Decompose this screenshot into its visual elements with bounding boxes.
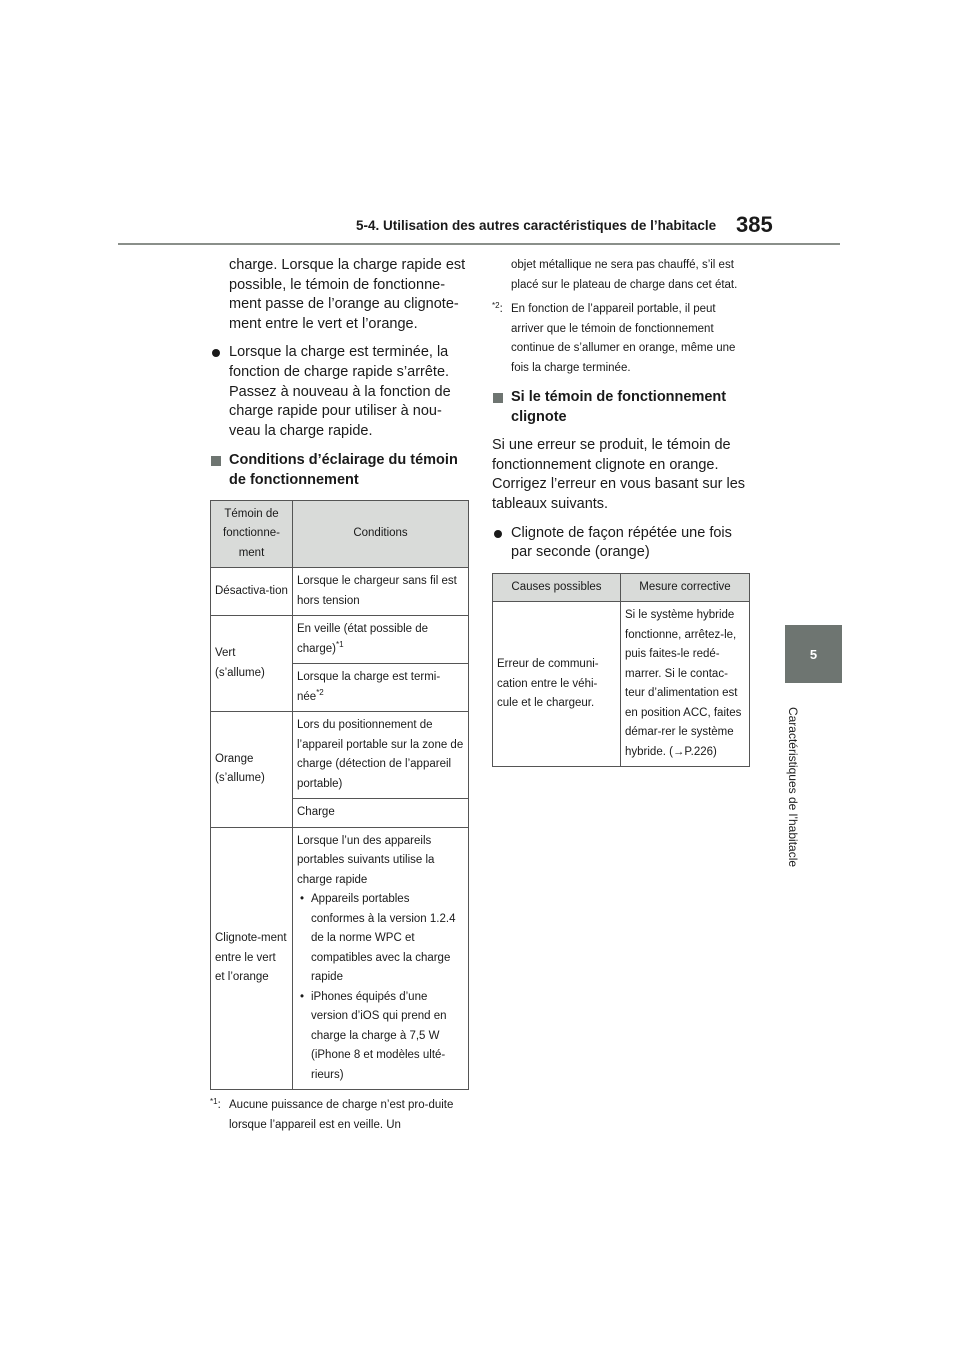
page-number: 385 — [736, 212, 773, 237]
header-divider — [118, 243, 840, 245]
footnote-ref: *2 — [316, 687, 324, 697]
table-cell: Lors du positionnement de l’appareil portable sur la zone de charge (détection de l’appareil portable) — [293, 712, 469, 799]
footnote-mark: $^{*2}$: — [492, 301, 503, 315]
table-cell: Clignote-ment entre le vert et l’orange — [211, 827, 293, 1090]
cell-text: En veille (état possible de charge) — [297, 623, 429, 655]
table-header-row — [211, 500, 469, 568]
section-header-title: 5-4. Utilisation des autres caractéristiques de l’habitacle — [356, 218, 717, 233]
footnote-text: En fonction de l’appareil portable, il peut arriver que le témoin de fonctionnement continue de s’allumer en orange, même une fois la charge terminée. — [511, 303, 736, 374]
table-header: Témoin de fonctionne-ment — [211, 500, 293, 568]
lighting-conditions-table — [210, 500, 469, 1091]
table-header: Causes possibles — [493, 573, 621, 602]
bullet-text: Clignote de façon répétée une fois par seconde (orange) — [511, 524, 732, 561]
chapter-number: 5 — [809, 646, 818, 662]
list-item — [297, 890, 464, 988]
table-cell — [293, 664, 469, 712]
table-row — [211, 568, 469, 616]
table-header-row — [493, 573, 750, 602]
heading-text: Si le témoin de fonctionnement clignote — [511, 389, 727, 425]
cell-text: Lorsque l’un des appareils portables suivants utilise la charge rapide — [297, 834, 435, 886]
section-heading — [210, 451, 470, 490]
footnote — [210, 1096, 470, 1135]
error-table — [492, 573, 750, 768]
footnote-mark-text: *2 — [492, 301, 500, 310]
square-marker-icon — [493, 393, 503, 403]
square-marker-icon — [211, 456, 221, 466]
table-cell: Orange (s’allume) — [211, 712, 293, 828]
heading-text: Conditions d’éclairage du témoin de fonctionnement — [229, 452, 458, 488]
chapter-tab-label — [777, 694, 809, 880]
intro-paragraph: charge. Lorsque la charge rapide est possible, le témoin de fonctionne-ment passe de l’orange au clignote-ment entre le vert et l’orange. — [229, 257, 466, 332]
table-cell: Charge — [293, 799, 469, 828]
chapter-label: Caractéristiques de l’habitacle — [786, 706, 800, 868]
bullet-text: Lorsque la charge est terminée, la fonction de charge rapide s’arrête. Passez à nouveau à la fonction de charge rapide pour utiliser à nou-veau la charge rapide. — [229, 344, 451, 439]
table-cell: Lorsque le chargeur sans fil est hors tension — [293, 568, 469, 616]
bullet-item — [492, 524, 750, 563]
footnote-text: Aucune puissance de charge n’est pro-duite lorsque l’appareil est en veille. Un — [229, 1099, 454, 1131]
table-header: Conditions — [293, 500, 469, 568]
bullet-dot-icon — [212, 349, 220, 357]
paragraph: Si une erreur se produit, le témoin de fonctionnement clignote en orange. Corrigez l’erreur en vous basant sur les tableaux suivants. — [492, 437, 746, 512]
table-row — [211, 827, 469, 1090]
footnote-continuation: objet métallique ne sera pas chauffé, s’il est placé sur le plateau de charge dans cet état. — [511, 259, 738, 291]
table-cell — [293, 616, 469, 664]
table-row — [211, 712, 469, 799]
list-item-text: iPhones équipés d’une version d’iOS qui prend en charge la charge à 7,5 W (iPhone 8 et modèles ulté-rieurs) — [311, 990, 447, 1081]
cell-text: Lorsque la charge est termi-née — [297, 671, 441, 703]
section-heading — [492, 388, 750, 427]
table-header: Mesure corrective — [621, 573, 750, 602]
footnote-mark: $^{*1}$: — [210, 1097, 221, 1112]
table-cell: Si le système hybride fonctionne, arrêtez-le, puis faites-le redé-marrer. Si le contac-teur d’alimentation est en position ACC, faites démar-rer le système hybride. (→P.226) — [621, 602, 750, 767]
table-cell — [293, 827, 469, 1090]
table-cell: Erreur de communi-cation entre le véhi-cule et le chargeur. — [493, 602, 621, 767]
list-item-text: Appareils portables conformes à la version 1.2.4 de la norme WPC et compatibles avec la charge rapide — [311, 893, 456, 984]
footnote-ref: *1 — [336, 639, 344, 649]
bullet-icon: • — [300, 990, 305, 1003]
list-item — [297, 988, 464, 1086]
table-cell: Désactiva-tion — [211, 568, 293, 616]
bullet-icon: • — [300, 893, 305, 906]
bullet-dot-icon — [494, 530, 502, 538]
left-column — [210, 256, 470, 1140]
bullet-item — [210, 343, 470, 441]
table-row — [211, 616, 469, 664]
table-cell: Vert (s’allume) — [211, 616, 293, 712]
footnote — [492, 300, 750, 378]
right-column — [492, 256, 750, 773]
footnote-mark-text: *1 — [210, 1097, 218, 1107]
chapter-tab-number — [785, 625, 842, 683]
table-row — [493, 602, 750, 767]
